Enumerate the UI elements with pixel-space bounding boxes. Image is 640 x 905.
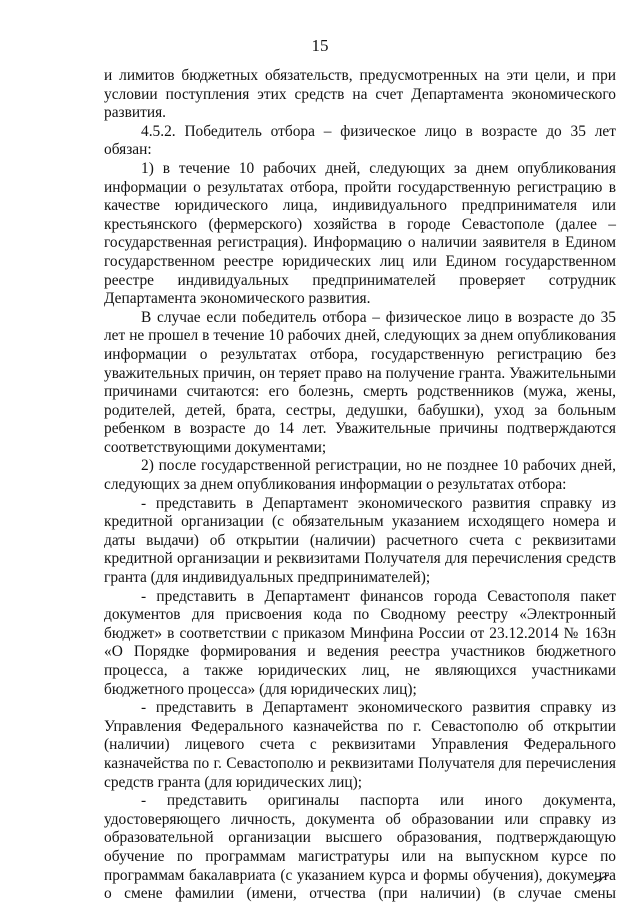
paragraph-budget-obligations: и лимитов бюджетных обязательств, предусмотренных на эти цели, и при условии поступления этих средств на счет Департамента экономического развития.: [104, 67, 616, 122]
initials-mark: [590, 872, 612, 886]
list-item-original-documents: - представить оригиналы паспорта или иного документа, удостоверяющего личность, документа об образовании или справку из образовательной организации высшего образования, подтверждающую обучение по программам магистратуры или на выпускном курсе по программам бакалавриата (с указанием курса и формы обучения), документа о смене фамилии (имени, отчества (при наличии) (в случае смены: [104, 792, 616, 903]
list-item-bank-certificate: - представить в Департамент экономического развития справку из кредитной организации (с обязательным указанием исходящего номера и даты выдачи) об открытии (наличии) расчетного счета с реквизитами кредитной организации и реквизитами Получателя для перечисления средств гранта (для индивидуальных предпринимателей);: [104, 494, 616, 587]
paragraph-after-registration: 2) после государственной регистрации, но не позднее 10 рабочих дней, следующих за днем опубликования информации о результатах отбора:: [104, 457, 616, 494]
paragraph-winner-obligations: 4.5.2. Победитель отбора – физическое лицо в возрасте до 35 лет обязан:: [104, 122, 616, 159]
page-number: 15: [311, 36, 329, 55]
paragraph-loss-of-grant: В случае если победитель отбора – физическое лицо в возрасте до 35 лет не прошел в течение 10 рабочих дней, следующих за днем опубликования информации о результатах отбора, государственную регистрацию без уважительных причин, он теряет право на получение гранта. Уважительными причинами считаются: его болезнь, смерть родственников (мужа, жены, родителей, детей, брата, сестры, дедушки, бабушки), уход за больным ребенком в возрасте до 14 лет. Уважительные причины подтверждаются соответствующими документами;: [104, 308, 616, 456]
list-item-electronic-budget: - представить в Департамент финансов города Севастополя пакет документов для присвоения кода по Сводному реестру «Электронный бюджет» в соответствии с приказом Минфина России от 23.12.2014 № 163н «О Порядке формирования и ведения реестра участников бюджетного процесса, а также юридических лиц, не являющихся участниками бюджетного процесса» (для юридических лиц);: [104, 587, 616, 698]
paragraph-state-registration: 1) в течение 10 рабочих дней, следующих за днем опубликования информации о результатах отбора, пройти государственную регистрацию в качестве юридического лица, индивидуального предпринимателя или крестьянского (фермерского) хозяйства в городе Севастополе (далее – государственная регистрация). Информацию о наличии заявителя в Едином государственном реестре юридических лиц или Едином государственном реестре индивидуальных предпринимателей проверяет сотрудник Департамента экономического развития.: [104, 159, 616, 308]
list-item-treasury-certificate: - представить в Департамент экономического развития справку из Управления Федерального казначейства по г. Севастополю об открытии (наличии) лицевого счета с реквизитами Управления Федерального казначейства по г. Севастополю и реквизитами Получателя для перечисления средств гранта (для юридических лиц);: [104, 699, 616, 791]
document-body: [104, 67, 616, 904]
